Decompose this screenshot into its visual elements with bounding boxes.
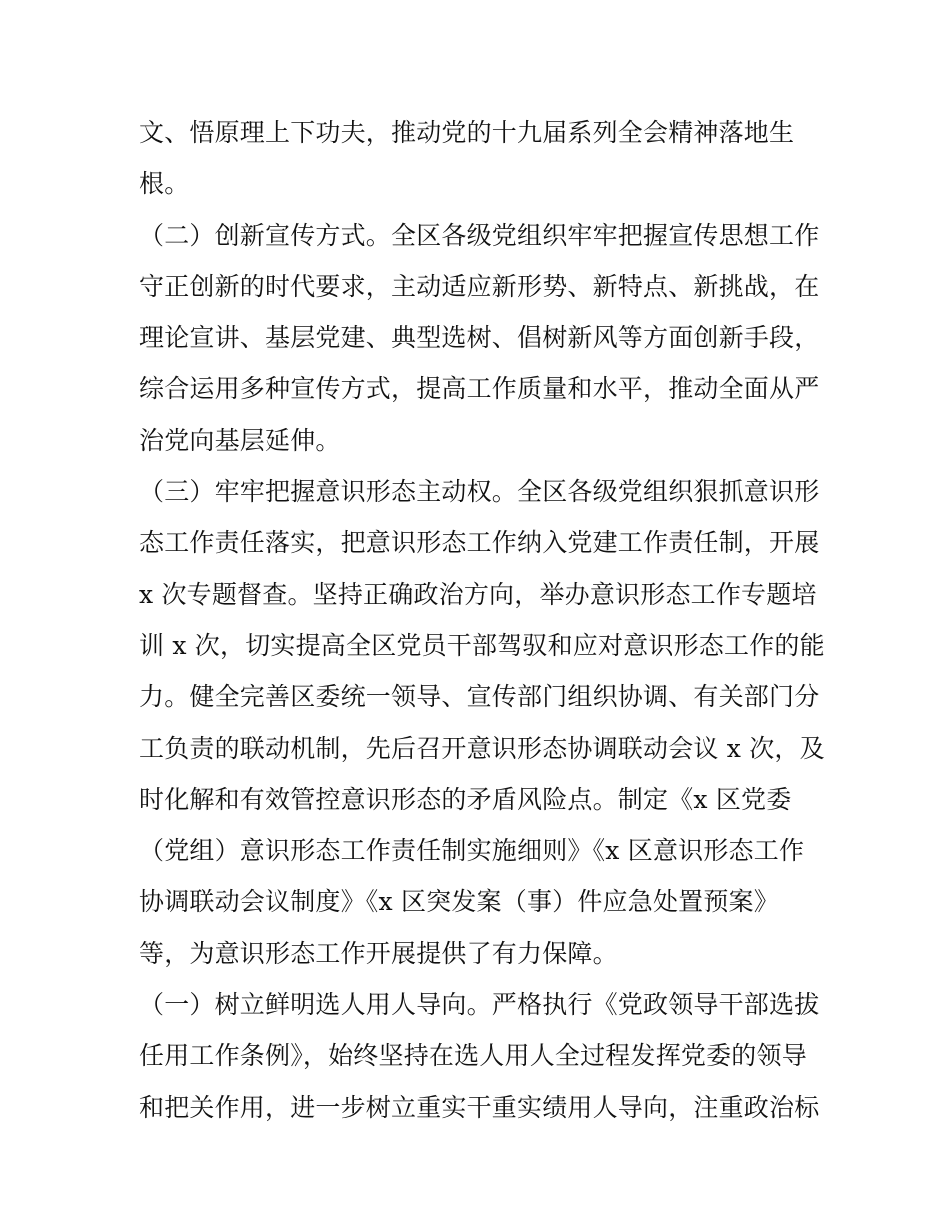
text-line-9: 态工作责任落实，把意识形态工作纳入党建工作责任制，开展 xyxy=(139,528,820,558)
text-line-13: 工负责的联动机制，先后召开意识形态协调联动会议 x 次，及 xyxy=(139,733,825,763)
text-line-19: 任用工作条例》，始终坚持在选人用人全过程发挥党委的领导 xyxy=(139,1041,807,1071)
text-line-1: 文、悟原理上下功夫，推动党的十九届系列全会精神落地生 xyxy=(139,118,795,147)
text-line-7: 治党向基层延伸。 xyxy=(139,425,341,455)
text-line-14: 时化解和有效管控意识形态的矛盾风险点。制定《x 区党委 xyxy=(139,784,792,814)
text-line-2: 根。 xyxy=(139,169,190,199)
text-line-8: （三）牢牢把握意识形态主动权。全区各级党组织狠抓意识形 xyxy=(139,477,820,507)
text-line-6: 综合运用多种宣传方式，提高工作质量和水平，推动全面从严 xyxy=(139,374,820,404)
text-line-3: （二）创新宣传方式。全区各级党组织牢牢把握宣传思想工作 xyxy=(139,220,820,250)
text-line-17: 等，为意识形态工作开展提供了有力保障。 xyxy=(139,938,618,968)
text-line-20: 和把关作用，进一步树立重实干重实绩用人导向，注重政治标 xyxy=(139,1092,820,1122)
document-body xyxy=(139,107,839,1133)
text-line-5: 理论宣讲、基层党建、典型选树、倡树新风等方面创新手段， xyxy=(139,323,820,353)
text-line-10: x 次专题督查。坚持正确政治方向，举办意识形态工作专题培 xyxy=(139,579,817,609)
text-line-16: 协调联动会议制度》《x 区突发案（事）件应急处置预案》 xyxy=(139,887,779,917)
text-line-11: 训 x 次，切实提高全区党员干部驾驭和应对意识形态工作的能 xyxy=(139,630,825,660)
text-line-4: 守正创新的时代要求，主动适应新形势、新特点、新挑战，在 xyxy=(139,271,820,301)
text-line-18: （一）树立鲜明选人用人导向。严格执行《党政领导干部选拔 xyxy=(139,990,820,1020)
text-line-12: 力。健全完善区委统一领导、宣传部门组织协调、有关部门分 xyxy=(139,682,820,712)
text-line-15: （党组）意识形态工作责任制实施细则》《x 区意识形态工作 xyxy=(139,836,805,866)
